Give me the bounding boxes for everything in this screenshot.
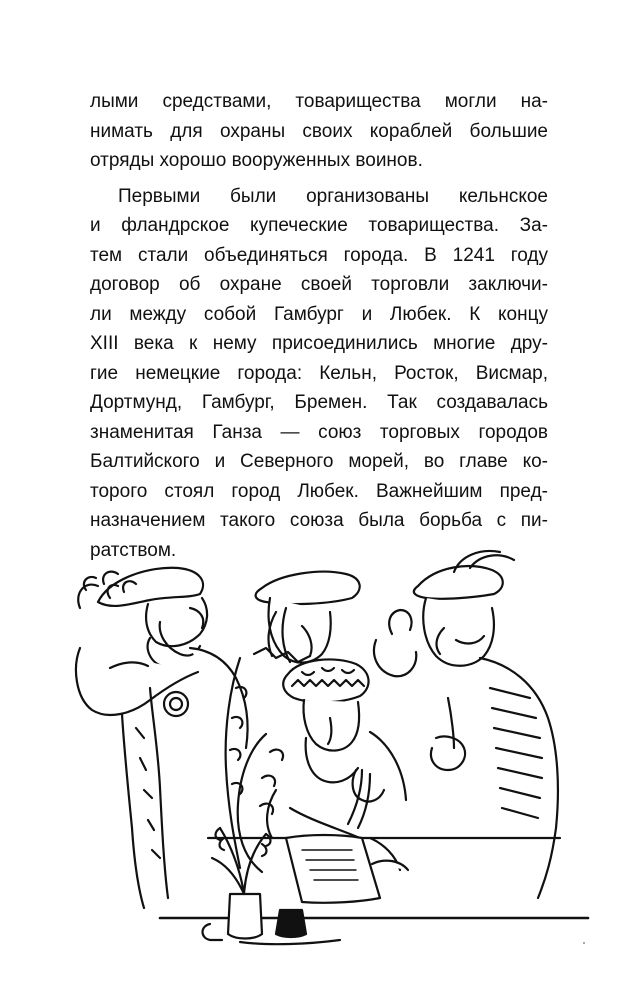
merchants-illustration <box>40 538 600 978</box>
right-merchant-figure <box>374 551 558 898</box>
text-line: Первыми были организованы кельнское <box>118 185 548 207</box>
text-line: лыми средствами, товарищества могли на- <box>90 91 548 112</box>
desk-and-document <box>160 770 588 918</box>
text-line: торого стоял город Любек. Важнейшим пред- <box>90 480 548 502</box>
left-merchant-figure <box>76 568 248 908</box>
text-line: договор об охране своей торговли заключи- <box>90 274 548 295</box>
text-line: XIII века к нему присоединились многие дру- <box>90 333 548 354</box>
text-line: Балтийского и Северного морей, во главе ко- <box>90 451 548 472</box>
body-text <box>90 87 548 565</box>
text-line: и фландрское купеческие товарищества. За- <box>90 215 548 236</box>
page-speck <box>583 942 585 944</box>
paragraph-2 <box>90 182 548 566</box>
text-line: гие немецкие города: Кельн, Росток, Висмар, <box>90 362 548 384</box>
text-line: назначением такого союза была борьба с пи- <box>90 510 548 531</box>
text-line: нимать для охраны своих кораблей большие <box>90 120 548 142</box>
text-line: знаменитая Ганза — союз торговых городов <box>90 421 548 443</box>
text-line: ратством. <box>90 539 177 561</box>
text-line: отряды хорошо вооруженных воинов. <box>90 150 423 171</box>
paragraph-1 <box>90 87 548 176</box>
text-line: тем стали объединяться города. В 1241 году <box>90 244 548 266</box>
text-line: ли между собой Гамбург и Любек. К концу <box>90 303 548 325</box>
text-line: Дортмунд, Гамбург, Бремен. Так создавалась <box>90 392 548 413</box>
